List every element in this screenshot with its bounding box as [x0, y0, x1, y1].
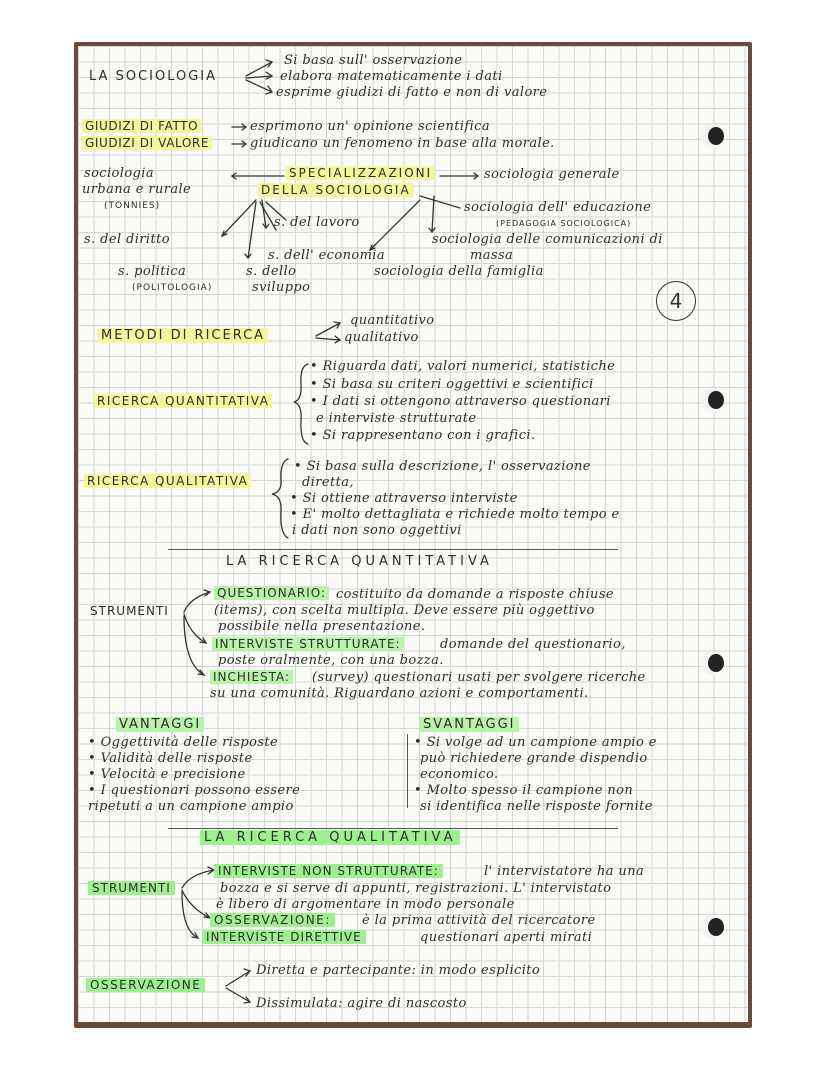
urbana-2: urbana e rurale [82, 182, 192, 197]
sociologia-famiglia: sociologia della famiglia [374, 264, 544, 279]
sociologia-generale: sociologia generale [484, 167, 620, 182]
osservazione-strumento-label: OSSERVAZIONE: [210, 913, 335, 927]
page-number: 4 [656, 281, 696, 321]
ricerca-qualitativa-label: RICERCA QUALITATIVA [84, 474, 251, 488]
specializzazioni-title-1: SPECIALIZZAZIONI [286, 166, 435, 180]
sezione-qualitativa-title: LA RICERCA QUALITATIVA [200, 830, 460, 845]
metodo-qualitativo: qualitativo [344, 330, 419, 345]
specializzazioni-title-2: DELLA SOCIOLOGIA [258, 183, 414, 197]
sociologia-economia: s. dell' economia [268, 248, 386, 263]
vantaggio-item: • Validità delle risposte [88, 751, 253, 766]
interviste-strutturate-text: poste oralmente, con una bozza. [218, 653, 444, 668]
sociologia-politica: s. politica [118, 264, 187, 279]
questionario-text: costituito da domande a risposte chiuse [336, 587, 614, 602]
vantaggio-item: • Velocità e precisione [88, 767, 246, 782]
questionario-label: QUESTIONARIO: [214, 586, 329, 600]
giudizi-valore-text: giudicano un fenomeno in base alla morale. [250, 136, 555, 151]
giudizi-fatto-text: esprimono un' opinione scientifica [250, 119, 491, 134]
quantitativa-line: • Si rappresentano con i grafici. [310, 428, 536, 443]
binder-hole [708, 918, 724, 936]
qualitativa-line: diretta, [302, 475, 354, 490]
interviste-direttive-label: INTERVISTE DIRETTIVE [202, 930, 366, 944]
section-divider [168, 549, 618, 550]
giudizi-valore-label: GIUDIZI DI VALORE [82, 136, 212, 150]
strumenti-qualitativa-label: STRUMENTI [88, 881, 175, 895]
interviste-non-strutturate-text: bozza e si serve di appunti, registrazioni. L' intervistato [220, 881, 612, 896]
osservazione-dissimulata: Dissimulata: agire di nascosto [256, 996, 467, 1011]
vantaggio-item: • Oggettività delle risposte [88, 735, 279, 750]
ricerca-quantitativa-label: RICERCA QUANTITATIVA [94, 394, 272, 408]
inchiesta-text: (survey) questionari usati per svolgere ricerche [312, 670, 646, 685]
vantaggi-divider [407, 734, 408, 808]
tonnies-label: (TONNIES) [104, 201, 161, 211]
interviste-non-strutturate-text: l' intervistatore ha una [484, 864, 645, 879]
sociologia-point-2: elabora matematicamente i dati [280, 69, 503, 84]
sociologia-point-3: esprime giudizi di fatto e non di valore [276, 85, 548, 100]
sociologia-comunicazioni-2: massa [470, 248, 514, 263]
interviste-non-strutturate-label: INTERVISTE NON STRUTTURATE: [214, 864, 443, 878]
quantitativa-line: • I dati si ottengono attraverso questionari [310, 394, 611, 409]
sociologia-comunicazioni-1: sociologia delle comunicazioni di [432, 232, 663, 247]
politologia-label: (POLITOLOGIA) [132, 283, 213, 293]
qualitativa-line: • Si ottiene attraverso interviste [290, 491, 518, 506]
sociologia-sviluppo-2: sviluppo [252, 280, 311, 295]
interviste-non-strutturate-text: è libero di argomentare in modo personale [216, 897, 515, 912]
metodi-label: METODI DI RICERCA [98, 328, 268, 343]
metodo-quantitativo: quantitativo [350, 313, 435, 328]
interviste-strutturate-text: domande del questionario, [440, 637, 626, 652]
questionario-text: possibile nella presentazione. [218, 619, 426, 634]
strumenti-quantitativa-label: STRUMENTI [90, 604, 169, 618]
binder-hole [708, 391, 724, 409]
quantitativa-line: e interviste strutturate [316, 411, 477, 426]
qualitativa-line: i dati non sono oggettivi [292, 523, 462, 538]
interviste-strutturate-label: INTERVISTE STRUTTURATE: [212, 637, 404, 651]
vantaggio-item: ripetuti a un campione ampio [88, 799, 294, 814]
interviste-direttive-text: questionari aperti mirati [420, 930, 593, 945]
svantaggio-item: si identifica nelle risposte fornite [420, 799, 653, 814]
vantaggio-item: • I questionari possono essere [88, 783, 301, 798]
sociologia-title: LA SOCIOLOGIA [89, 69, 218, 84]
sociologia-lavoro: s. del lavoro [274, 215, 360, 230]
sociologia-educazione: sociologia dell' educazione [464, 200, 652, 215]
binder-hole [708, 127, 724, 145]
svantaggio-item: economico. [420, 767, 499, 782]
sociologia-diritto: s. del diritto [84, 232, 170, 247]
section-divider [168, 828, 618, 829]
quantitativa-line: • Si basa su criteri oggettivi e scientifici [310, 377, 594, 392]
inchiesta-text: su una comunità. Riguardano azioni e comportamenti. [210, 686, 589, 701]
questionario-text: (items), con scelta multipla. Deve essere più oggettivo [214, 603, 595, 618]
sociologia-point-1: Si basa sull' osservazione [284, 53, 463, 68]
osservazione-diretta: Diretta e partecipante: in modo esplicito [256, 963, 541, 978]
quantitativa-line: • Riguarda dati, valori numerici, statistiche [310, 359, 616, 374]
svantaggio-item: • Si volge ad un campione ampio e [414, 735, 657, 750]
osservazione-strumento-text: è la prima attività del ricercatore [362, 913, 596, 928]
pedagogia-label: (PEDAGOGIA SOCIOLOGICA) [496, 219, 632, 228]
osservazione-title: OSSERVAZIONE [86, 978, 205, 992]
qualitativa-line: • E' molto dettagliata e richiede molto tempo e [290, 507, 620, 522]
urbana-1: sociologia [84, 166, 154, 181]
svantaggi-title: SVANTAGGI [420, 717, 519, 732]
vantaggi-title: VANTAGGI [116, 717, 204, 732]
binder-hole [708, 654, 724, 672]
svantaggio-item: • Molto spesso il campione non [414, 783, 634, 798]
sociologia-sviluppo-1: s. dello [246, 264, 297, 279]
inchiesta-label: INCHIESTA: [210, 670, 293, 684]
giudizi-fatto-label: GIUDIZI DI FATTO [82, 119, 201, 133]
qualitativa-line: • Si basa sulla descrizione, l' osservazione [294, 459, 591, 474]
svantaggio-item: può richiedere grande dispendio [420, 751, 648, 766]
sezione-quantitativa-title: LA RICERCA QUANTITATIVA [226, 554, 493, 569]
